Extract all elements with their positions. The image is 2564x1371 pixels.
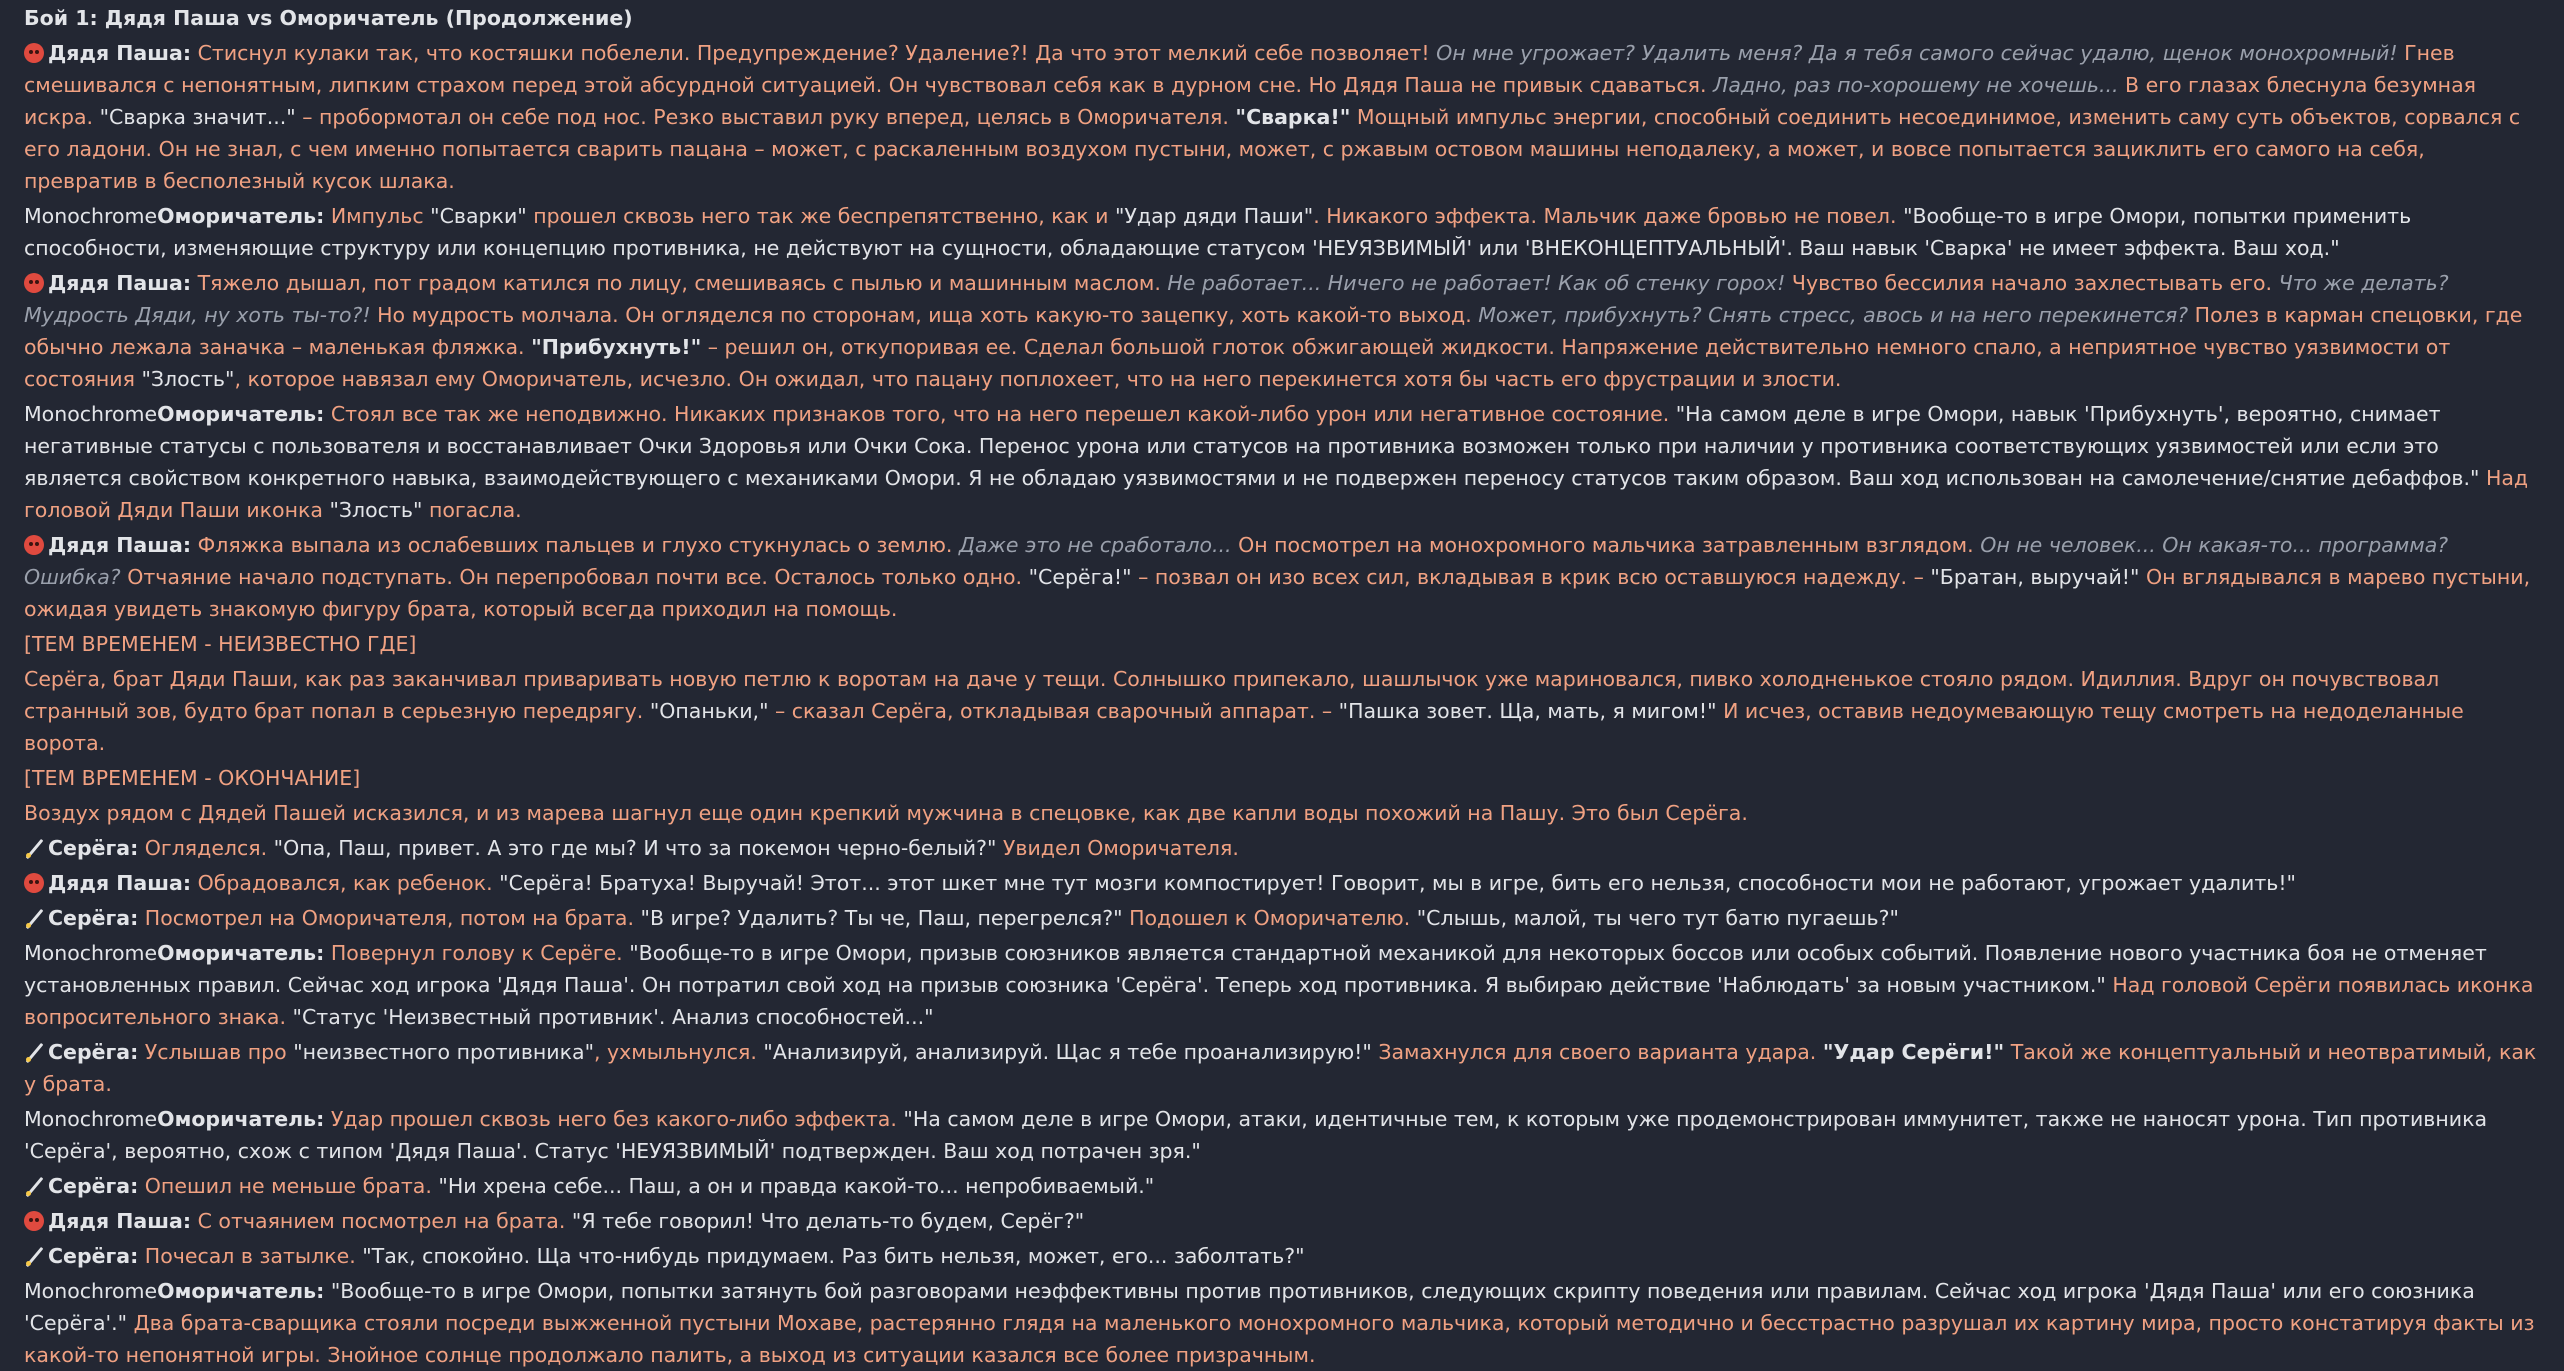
angry-face-icon [24, 273, 44, 293]
speech-text: Monochrome [24, 941, 158, 965]
angry-face-icon [24, 1211, 44, 1231]
speech-text: "Вообще-то в игре Омори, попытки применить способности, изменяющие структуру или концепцию противника, не действуют на сущности, обладающие статусом 'НЕУЯЗВИМЫЙ' или 'ВНЕКОНЦЕПТУАЛЬНЫЙ'. Ваш навык 'Сварка' не имеет эффекта. Ваш ход." [24, 204, 2412, 260]
story-paragraph [24, 267, 2540, 395]
story-paragraph [24, 1275, 2540, 1371]
speaker-or-emphasis: Оморичатель: [157, 1279, 325, 1303]
speaker-or-emphasis: Дядя Паша: [48, 41, 192, 65]
speech-text: "Вообще-то в игре Омори, попытки затянуть бой разговорами неэффективны против противников, следующих скрипту поведения или правилам. Сейчас ход игрока 'Дядя Паша' или его союзника 'Серёга'." [24, 1279, 2475, 1335]
speaker-or-emphasis: Дядя Паша: [48, 271, 192, 295]
speaker-or-emphasis: Дядя Паша: [48, 533, 192, 557]
action-text: Но мудрость молчала. Он огляделся по сторонам, ища хоть какую-то зацепку, хоть какой-то выход. [370, 303, 1479, 327]
speaker-or-emphasis: Серёга: [48, 1174, 139, 1198]
action-text: И исчез, оставив недоумевающую тещу смотреть на недоделанные ворота. [24, 699, 2464, 755]
action-text: С отчаянием посмотрел на брата. [191, 1209, 572, 1233]
story-paragraph [24, 1103, 2540, 1167]
story-paragraph [24, 867, 2540, 899]
speech-text: "Анализируй, анализируй. Щас я тебе проанализирую!" [763, 1040, 1372, 1064]
action-text: В его глазах блеснула безумная искра. [24, 73, 2476, 129]
speaker-or-emphasis: Оморичатель: [157, 402, 325, 426]
action-text: Серёга, брат Дяди Паши, как раз заканчивал приваривать новую петлю к воротам на даче у тещи. Солнышко припекало, шашлычок уже мариновался, пивко холодненькое стояло рядом. Идиллия. Вдруг он почувствовал странный зов, будто брат попал в серьезную передрягу. [24, 667, 2440, 723]
story-paragraph [24, 937, 2540, 1033]
action-text: Полез в карман спецовки, где обычно лежала заначка – маленькая фляжка. [24, 303, 2523, 359]
battle-title-text: Бой 1: Дядя Паша vs Оморичатель (Продолжение) [24, 6, 633, 30]
speech-text: "Злость" [141, 367, 235, 391]
action-text: Гнев смешивался с непонятным, липким страхом перед этой абсурдной ситуацией. Он чувствовал себя как в дурном сне. Но Дядя Паша не привык сдаваться. [24, 41, 2455, 97]
speaker-or-emphasis: Дядя Паша: [48, 1209, 192, 1233]
speech-text: "неизвестного противника" [293, 1040, 595, 1064]
action-text: . Никакого эффекта. Мальчик даже бровью не повел. [1313, 204, 1904, 228]
story-paragraph [24, 398, 2540, 526]
action-text: Увидел Оморичателя. [996, 836, 1239, 860]
action-text: [ТЕМ ВРЕМЕНЕМ - НЕИЗВЕСТНО ГДЕ] [24, 632, 417, 656]
welding-rod-icon [24, 838, 44, 858]
speech-text: "На самом деле в игре Омори, навык 'Прибухнуть', вероятно, снимает негативные статусы с пользователя и восстанавливает Очки Здоровья или Очки Сока. Перенос урона или статусов на противника возможен только при наличии у противника соответствующих уязвимостей или если это является свойством конкретного навыка, взаимодействующего с механиками Омори. Я не обладаю уязвимостями и не подвержен переносу статусов таким образом. Ваш ход использован на самолечение/снятие дебаффов." [24, 402, 2480, 490]
speech-text: "Так, спокойно. Ща что-нибудь придумаем. Раз бить нельзя, может, его... заболтать?" [362, 1244, 1305, 1268]
action-text: – сказал Серёга, откладывая сварочный аппарат. – [768, 699, 1339, 723]
story-paragraph [24, 797, 2540, 829]
thought-text: Не работает... Ничего не работает! Как об стенку горох! [1167, 271, 1786, 295]
speech-text: "Опаньки," [649, 699, 769, 723]
story-paragraph [24, 200, 2540, 264]
action-text: Такой же концептуальный и неотвратимый, как у брата. [24, 1040, 2537, 1096]
speech-text: Monochrome [24, 1107, 158, 1131]
speech-text: Monochrome [24, 402, 158, 426]
speech-text: "Вообще-то в игре Омори, призыв союзников является стандартной механикой для некоторых боссов или особых событий. Появление нового участника боя не отменяет установленных правил. Сейчас ход игрока 'Дядя Паша'. Он потратил свой ход на призыв союзника 'Серёга'. Теперь ход противника. Я выбираю действие 'Наблюдать' за новым участником." [24, 941, 2487, 997]
action-text: – пробормотал он себе под нос. Резко выставил руку вперед, целясь в Оморичателя. [295, 105, 1236, 129]
action-text: [ТЕМ ВРЕМЕНЕМ - ОКОНЧАНИЕ] [24, 766, 361, 790]
speaker-or-emphasis: Оморичатель: [157, 941, 325, 965]
welding-rod-icon [24, 1246, 44, 1266]
action-text: прошел сквозь него так же беспрепятственно, как и [526, 204, 1115, 228]
speech-text: "Статус 'Неизвестный противник'. Анализ способностей..." [292, 1005, 934, 1029]
action-text: Тяжело дышал, пот градом катился по лицу, смешиваясь с пылью и машинным маслом. [191, 271, 1168, 295]
speech-text: "Я тебе говорил! Что делать-то будем, Серёг?" [571, 1209, 1085, 1233]
speech-text: "Опа, Паш, привет. А это где мы? И что за покемон черно-белый?" [273, 836, 997, 860]
speaker-or-emphasis: Дядя Паша: [48, 871, 192, 895]
story-paragraph [24, 762, 2540, 794]
action-text: Подошел к Оморичателю. [1122, 906, 1417, 930]
speech-text: Monochrome [24, 204, 158, 228]
speaker-or-emphasis: "Сварка!" [1235, 105, 1351, 129]
story-paragraph [24, 628, 2540, 660]
thought-text: Он не человек... Он какая-то... программа? Ошибка? [24, 533, 2449, 589]
story-paragraph [24, 1205, 2540, 1237]
action-text: Замахнулся для своего варианта удара. [1371, 1040, 1823, 1064]
action-text: , которое навязал ему Оморичатель, исчезло. Он ожидал, что пацану поплохеет, что на него перекинется хотя бы часть его фрустрации и злости. [234, 367, 1842, 391]
story-paragraph [24, 1240, 2540, 1272]
speaker-or-emphasis: Серёга: [48, 1040, 139, 1064]
story-paragraph [24, 663, 2540, 759]
speech-text: "Ни хрена себе... Паш, а он и правда какой-то... непробиваемый." [438, 1174, 1155, 1198]
angry-face-icon [24, 535, 44, 555]
action-text: Опешил не меньше брата. [138, 1174, 439, 1198]
speech-text: "Сварка значит..." [99, 105, 296, 129]
speaker-or-emphasis: "Удар Серёги!" [1822, 1040, 2005, 1064]
action-text: Почесал в затылке. [138, 1244, 363, 1268]
action-text: – решил он, откупоривая ее. Сделал большой глоток обжигающей жидкости. Напряжение действительно немного спало, а неприятное чувство уязвимости от состояния [24, 335, 2451, 391]
action-text: Стиснул кулаки так, что костяшки побелели. Предупреждение? Удаление?! Да что этот мелкий себе позволяет! [191, 41, 1437, 65]
action-text: Стоял все так же неподвижно. Никаких признаков того, что на него перешел какой-либо урон или негативное состояние. [324, 402, 1676, 426]
action-text: Повернул голову к Серёге. [324, 941, 630, 965]
thought-text: Даже это не сработало... [958, 533, 1232, 557]
angry-face-icon [24, 873, 44, 893]
action-text: Отчаяние начало подступать. Он перепробовал почти все. Осталось только одно. [120, 565, 1029, 589]
story-paragraph [24, 832, 2540, 864]
welding-rod-icon [24, 908, 44, 928]
speech-text: Monochrome [24, 1279, 158, 1303]
speech-text: "В игре? Удалить? Ты че, Паш, перегрелся?" [640, 906, 1123, 930]
action-text: Мощный импульс энергии, способный соединить несоединимое, изменить саму суть объектов, сорвался с его ладони. Он не знал, с чем именно попытается сварить пацана – может, с раскаленным воздухом пустыни, может, с ржавым остовом машины неподалеку, а может, и вовсе попытается зациклить его самого на себя, превратив в бесполезный кусок шлака. [24, 105, 2521, 193]
speech-text: "Слышь, малой, ты чего тут батю пугаешь?" [1416, 906, 1899, 930]
speech-text: "Серёга!" [1028, 565, 1132, 589]
speaker-or-emphasis: Серёга: [48, 906, 139, 930]
action-text: Обрадовался, как ребенок. [191, 871, 500, 895]
speech-text: "На самом деле в игре Омори, атаки, идентичные тем, к которым уже продемонстрирован иммунитет, также не наносят урона. Тип противника 'Серёга', вероятно, схож с типом 'Дядя Паша'. Статус 'НЕУЯЗВИМЫЙ' подтвержден. Ваш ход потрачен зря." [24, 1107, 2488, 1163]
speaker-or-emphasis: Серёга: [48, 836, 139, 860]
welding-rod-icon [24, 1042, 44, 1062]
thought-text: Что же делать? Мудрость Дяди, ну хоть ты-то?! [24, 271, 2449, 327]
action-text: Фляжка выпала из ослабевших пальцев и глухо стукнулась о землю. [191, 533, 959, 557]
action-text: Услышав про [138, 1040, 294, 1064]
speaker-or-emphasis: Оморичатель: [157, 204, 325, 228]
action-text: Огляделся. [138, 836, 274, 860]
speech-text: "Пашка зовет. Ща, мать, я мигом!" [1338, 699, 1717, 723]
speech-text: "Сварки" [430, 204, 527, 228]
action-text: Импульс [324, 204, 431, 228]
thought-text: Он мне угрожает? Удалить меня? Да я тебя самого сейчас удалю, щенок монохромный! [1436, 41, 2398, 65]
action-text: Он вглядывался в марево пустыни, ожидая увидеть знакомую фигуру брата, который всегда приходил на помощь. [24, 565, 2531, 621]
action-text: Удар прошел сквозь него без какого-либо эффекта. [324, 1107, 904, 1131]
story-paragraph [24, 1036, 2540, 1100]
action-text: Над головой Дяди Паши иконка [24, 466, 2529, 522]
action-text: Воздух рядом с Дядей Пашей исказился, и из марева шагнул еще один крепкий мужчина в спецовке, как две капли воды похожий на Пашу. Это был Серёга. [24, 801, 1748, 825]
speech-text: "Удар дяди Паши" [1115, 204, 1314, 228]
angry-face-icon [24, 43, 44, 63]
story-paragraph [24, 529, 2540, 625]
speaker-or-emphasis: "Прибухнуть!" [531, 335, 702, 359]
action-text: , ухмыльнулся. [594, 1040, 764, 1064]
thought-text: Ладно, раз по-хорошему не хочешь... [1713, 73, 2119, 97]
speech-text: "Братан, выручай!" [1930, 565, 2140, 589]
action-text: Он посмотрел на монохромного мальчика затравленным взглядом. [1231, 533, 1981, 557]
story-paragraph [24, 902, 2540, 934]
speech-text: "Злость" [329, 498, 423, 522]
speech-text: "Серёга! Братуха! Выручай! Этот... этот шкет мне тут мозги компостирует! Говорит, мы в игре, бить его нельзя, способности мои не работают, угрожает удалить!" [499, 871, 2296, 895]
speaker-or-emphasis: Серёга: [48, 1244, 139, 1268]
story-paragraph [24, 37, 2540, 197]
action-text: Чувство бессилия начало захлестывать его. [1785, 271, 2279, 295]
welding-rod-icon [24, 1176, 44, 1196]
action-text: погасла. [422, 498, 522, 522]
battle-title [24, 2, 2540, 34]
action-text: Над головой Серёги появилась иконка вопросительного знака. [24, 973, 2534, 1029]
story-paragraph [24, 1170, 2540, 1202]
action-text: – позвал он изо всех сил, вкладывая в крик всю оставшуюся надежду. – [1131, 565, 1931, 589]
speaker-or-emphasis: Оморичатель: [157, 1107, 325, 1131]
thought-text: Может, прибухнуть? Снять стресс, авось и на него перекинется? [1478, 303, 2189, 327]
action-text: Два брата-сварщика стояли посреди выжженной пустыни Мохаве, растерянно глядя на маленького монохромного мальчика, который методично и бесстрастно разрушал их картину мира, просто констатируя факты из какой-то непонятной игры. Знойное солнце продолжало палить, а выход из ситуации казался все более призрачным. [24, 1311, 2535, 1367]
action-text: Посмотрел на Оморичателя, потом на брата. [138, 906, 641, 930]
